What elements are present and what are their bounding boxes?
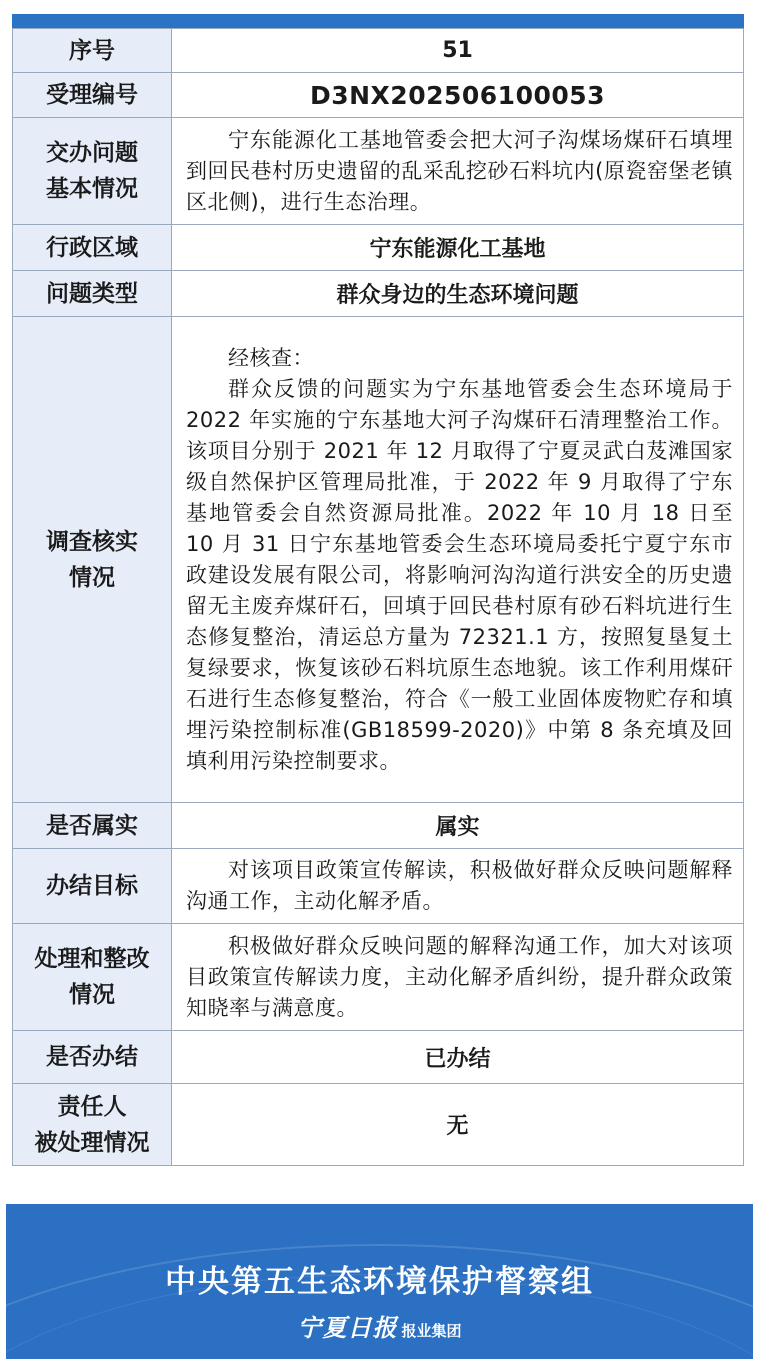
accountability-value: 无 xyxy=(172,1084,744,1166)
closed-value: 已办结 xyxy=(172,1031,744,1084)
newspaper-group-label: 报业集团 xyxy=(401,1322,462,1340)
table-row-problem xyxy=(13,118,744,225)
investigation-intro: 经核查： xyxy=(228,345,314,370)
verified-value: 属实 xyxy=(172,803,744,849)
verified-label: 是否属实 xyxy=(13,803,172,849)
investigation-label-line1: 调查核实 xyxy=(46,528,138,555)
problem-label-line1: 交办问题 xyxy=(46,140,138,166)
accountability-label-line2: 被处理情况 xyxy=(34,1129,150,1156)
rectification-label-line2: 情况 xyxy=(69,982,115,1008)
goal-text-cell xyxy=(172,849,744,924)
rectification-text-cell xyxy=(172,924,744,1031)
table-row-type xyxy=(13,271,744,317)
type-label: 问题类型 xyxy=(13,271,172,317)
rectification-label-line1: 处理和整改 xyxy=(34,946,150,972)
investigation-text: 群众反馈的问题实为宁东基地管委会生态环境局于 2022 年实施的宁东基地大河子沟煤矸石清理整治工作。该项目分别于 2021 年 12 月取得了宁夏灵武白芨滩国家级自然保护区管理局批准，于 2022 年 9 月取得了宁东基地管委会自然资源局批准。2022 年 10 月 18 日至 10 月 31 日宁东基地管委会生态环境局委托宁夏宁东市政建设发展有限公司，将影响河沟沟道行洪安全的历史遗留无主废弃煤矸石，回填于回民巷村原有砂石料坑进行生态修复整治，清运总方量为 72321.1 方，按照复垦复土复绿要求，恢复该砂石料坑原生态地貌。该工作利用煤矸石进行生态修复整治，符合《一般工业固体废物贮存和填埋污染控制标准(GB18599-2020)》中第 8 条充填及回填利用污染控制要求。 xyxy=(186,376,733,773)
type-value: 群众身边的生态环境问题 xyxy=(172,271,744,317)
table-row-case-no xyxy=(13,73,744,118)
closed-label: 是否办结 xyxy=(13,1031,172,1084)
table-row-closed xyxy=(13,1031,744,1084)
seq-label: 序号 xyxy=(13,29,172,73)
investigation-label xyxy=(13,317,172,803)
table-row-verified xyxy=(13,803,744,849)
newspaper-logo: 宁夏日报 xyxy=(297,1313,398,1342)
investigation-text-cell xyxy=(172,317,744,803)
table-row-goal xyxy=(13,849,744,924)
investigation-label-line2: 情况 xyxy=(69,564,115,591)
footer-banner xyxy=(6,1204,753,1359)
goal-label: 办结目标 xyxy=(13,849,172,924)
goal-text: 对该项目政策宣传解读，积极做好群众反映问题解释沟通工作，主动化解矛盾。 xyxy=(186,858,733,913)
region-label: 行政区域 xyxy=(13,225,172,271)
case-info-table xyxy=(12,28,744,1166)
case-no-value: D3NX202506100053 xyxy=(172,73,744,118)
footer-brand xyxy=(6,1308,753,1343)
accountability-label-line1: 责任人 xyxy=(57,1093,127,1120)
table-row-region xyxy=(13,225,744,271)
rectification-label xyxy=(13,924,172,1031)
table-row-seq xyxy=(13,29,744,73)
region-value: 宁东能源化工基地 xyxy=(172,225,744,271)
problem-text-cell xyxy=(172,118,744,225)
rectification-text: 积极做好群众反映问题的解释沟通工作，加大对该项目政策宣传解读力度，主动化解矛盾纠纷，提升群众政策知晓率与满意度。 xyxy=(186,933,733,1020)
table-row-investigation xyxy=(13,317,744,803)
accountability-label xyxy=(13,1084,172,1166)
case-no-label: 受理编号 xyxy=(13,73,172,118)
header-accent-bar xyxy=(12,14,744,28)
table-row-rectification xyxy=(13,924,744,1031)
problem-label xyxy=(13,118,172,225)
table-row-accountability xyxy=(13,1084,744,1166)
footer-title: 中央第五生态环境保护督察组 xyxy=(165,1264,594,1300)
problem-text: 宁东能源化工基地管委会把大河子沟煤场煤矸石填埋到回民巷村历史遗留的乱采乱挖砂石料坑内(原瓷窑堡老镇区北侧)，进行生态治理。 xyxy=(186,127,733,214)
problem-label-line2: 基本情况 xyxy=(46,176,138,202)
seq-value: 51 xyxy=(172,29,744,73)
